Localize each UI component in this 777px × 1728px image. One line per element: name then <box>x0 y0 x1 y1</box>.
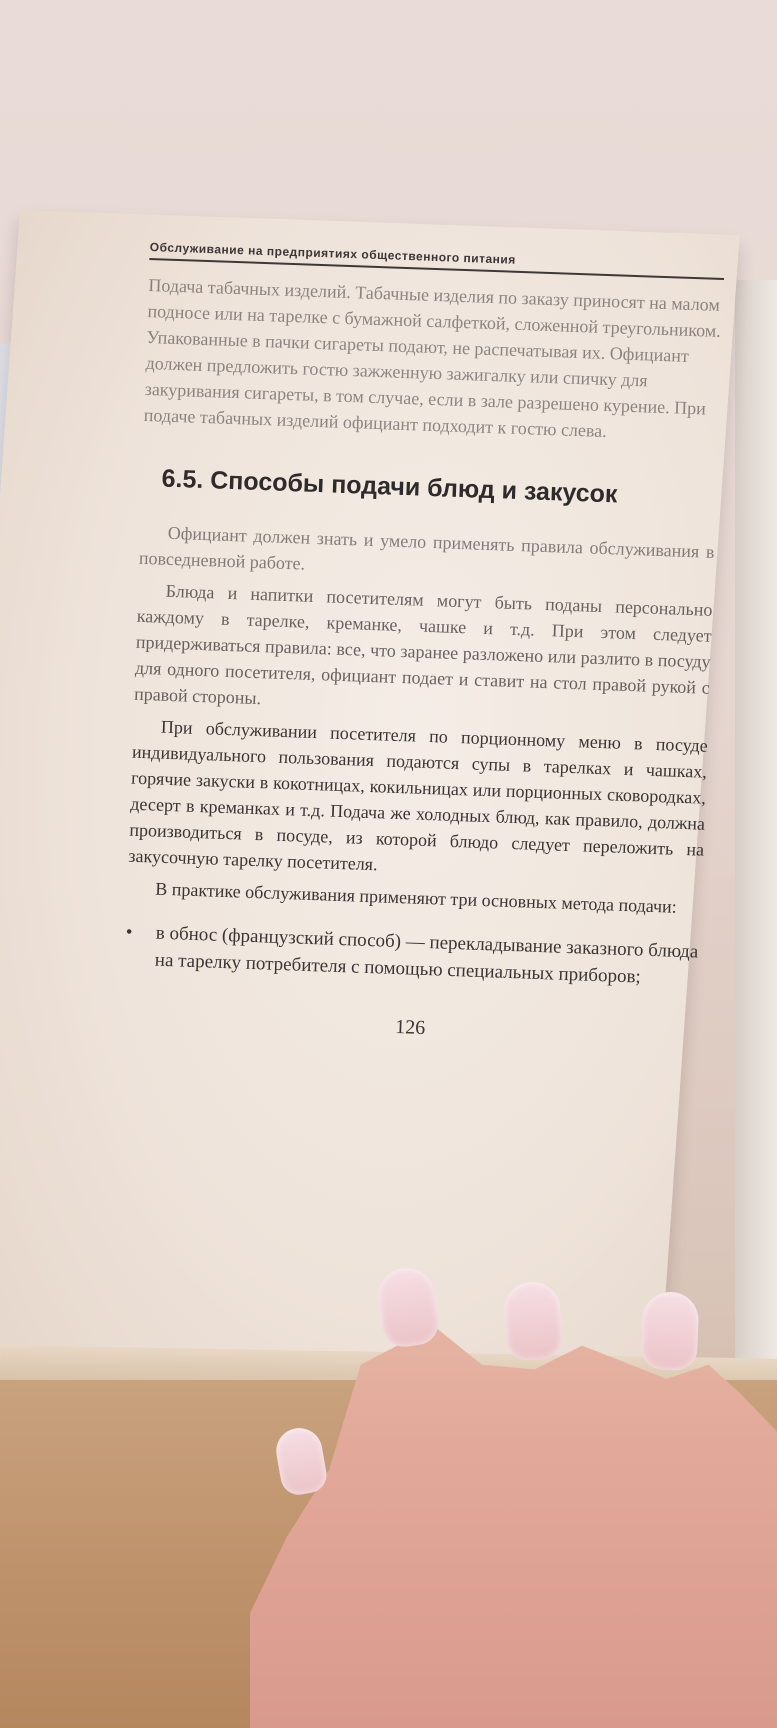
bullet-icon: • <box>125 921 133 943</box>
page-content <box>122 240 724 1050</box>
intro-text: Подача табачных изделий. Табачные изделия по заказу приносят на малом подносе или на тарелке с бумажной салфеткой, сложенной треугольником. Упакованные в пачки сигареты подают, не распечатывая их. Официант должен предложить гостю зажженную зажигалку или спичку для закуривания сигареты, в том случае, если в зале разрешено курение. При подаче табачных изделий официант подходит к гостю слева. <box>143 274 722 442</box>
page-number: 126 <box>394 1016 426 1040</box>
paragraph-4: В практике обслуживания применяют три основных метода подачи: <box>155 878 678 917</box>
paragraph-1: Официант должен знать и умело применять правила обслуживания в повседневной работе. <box>138 522 715 574</box>
fingernail <box>502 1280 563 1362</box>
method-bullet <box>124 919 701 993</box>
intro-paragraph <box>143 272 723 448</box>
paragraph-2: Блюда и напитки посетителям могут быть поданы персонально каждому в тарелке, креманке, чашке и т.д. При этом следует придерживаться правила: все, что заранее разложено или разлито в посуду для одного посетителя, официант подает и ставит на стол правой рукой с правой стороны. <box>133 580 713 709</box>
running-head: Обслуживание на предприятиях общественного питания <box>149 240 517 267</box>
bullet-text: в обнос (французский способ) — перекладывание заказного блюда на тарелку потребителя с помощью специальных приборов; <box>154 922 699 988</box>
paragraph-3: При обслуживании посетителя по порционному меню в посуде индивидуального пользования подаются супы в тарелках и чашках, горячие закуски в кокотницах, кокильницах или порционных сковородках, десерт в креманках и т.д. Подача же холодных блюд, как правило, должна производиться в посуде, из которой блюдо следует переложить на закусочную тарелку посетителя. <box>128 716 709 875</box>
fingernail <box>641 1291 700 1371</box>
right-page-edge <box>735 280 777 1440</box>
section-heading: 6.5. Способы подачи блюд и закусок <box>161 464 618 509</box>
